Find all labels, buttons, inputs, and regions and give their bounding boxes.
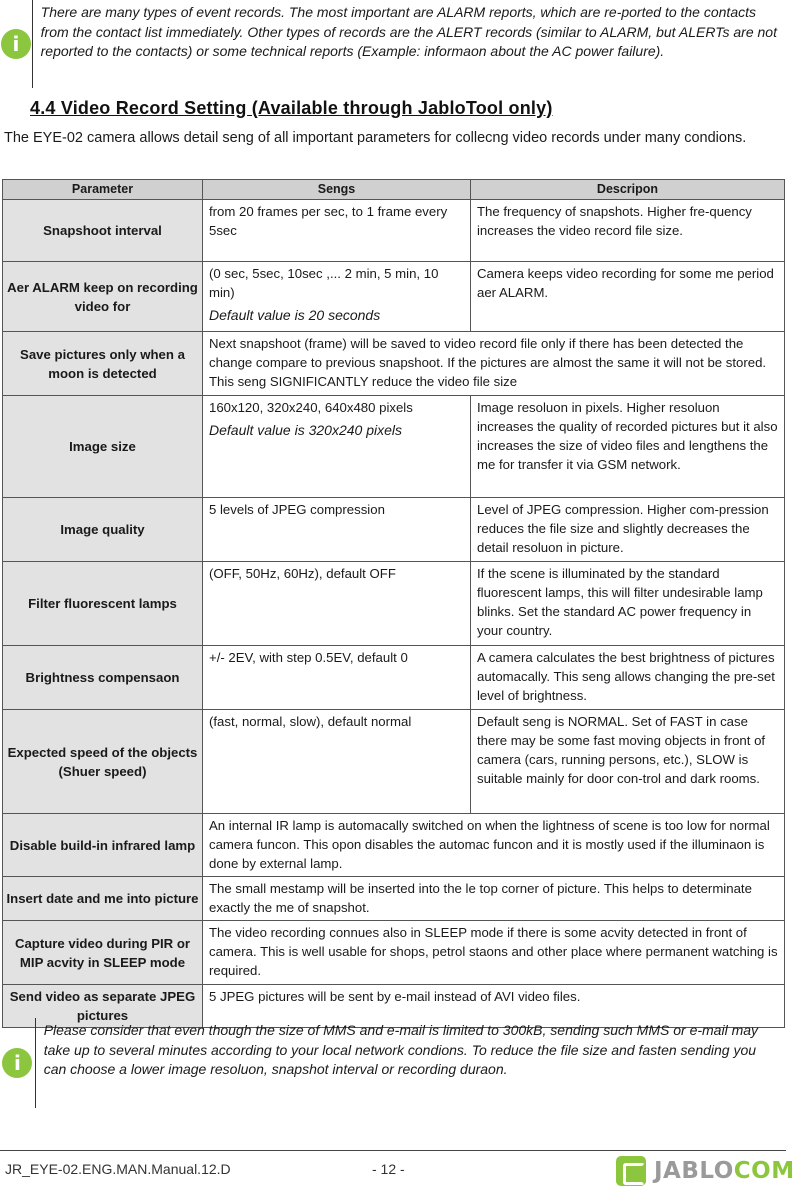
default-value: Default value is 320x240 pixels [209,422,403,438]
table-row [3,396,785,498]
param-name: Disable build-in infrared lamp [3,814,203,877]
footer-divider [0,1150,786,1151]
table-row [3,332,785,396]
param-name: Snapshoot interval [3,200,203,262]
param-description: The frequency of snapshots. Higher fre-quency increases the video record file size. [471,200,785,262]
param-merged-description: An internal IR lamp is automacally switched on when the lightness of scene is too low for normal camera funcon. This opon disables the automac funcon and it is mostly used if the illuminaon is done by external lamp. [203,814,785,877]
param-settings: from 20 frames per sec, to 1 frame every 5sec [203,200,471,262]
default-value: Default value is 20 seconds [209,307,381,323]
table-row [3,646,785,710]
header-parameter: Parameter [3,180,203,200]
param-description: A camera calculates the best brightness of pictures automacally. This seng allows changing the pre-set level of brightness. [471,646,785,710]
section-intro: The EYE-02 camera allows detail seng of all important parameters for collecng video records under many condions. [4,130,747,146]
table-row [3,498,785,562]
table-row [3,710,785,814]
bottom-note-text: Please consider that even though the size of MMS and e-mail is limited to 300kB, sending such MMS or e-mail may take up to several minutes according to your local network condions. To reduce the file size and fasten sending you can choose a lower image resoluon, snapshot interval or recording duraon. [43,1022,759,1077]
table-row [3,814,785,877]
param-description: If the scene is illuminated by the standard fluorescent lamps, this will filter undesirable lamp blinks. Set the standard AC power frequency in your country. [471,562,785,646]
param-settings [203,262,471,332]
param-settings: (OFF, 50Hz, 60Hz), default OFF [203,562,471,646]
param-merged-description: 5 JPEG pictures will be sent by e-mail instead of AVI video files. [203,985,785,1028]
parameters-table [2,179,785,1028]
param-name: Image size [3,396,203,498]
param-description: Camera keeps video recording for some me period aer ALARM. [471,262,785,332]
settings-text: 160x120, 320x240, 640x480 pixels [209,400,413,415]
header-description: Descripon [471,180,785,200]
bottom-note [0,1018,786,1108]
top-note-text: There are many types of event records. The most important are ALARM reports, which are re-ported to the contacts from the contact list immediately. Other types of records are the ALERT records (similar to ALARM, but ALERTs are not reported to the contacts) or some technical reports (Example: informaon about the AC power failure). [40,4,777,59]
table-header-row [3,180,785,200]
param-settings: 5 levels of JPEG compression [203,498,471,562]
param-settings: (fast, normal, slow), default normal [203,710,471,814]
section-title: 4.4 Video Record Setting (Available through JabloTool only) [30,98,553,118]
top-note [0,0,786,88]
param-name: Insert date and me into picture [3,877,203,921]
table-row [3,200,785,262]
logo-text-part1: JABLO [654,1158,734,1184]
param-name: Save pictures only when a moon is detected [3,332,203,396]
param-description: Image resoluon in pixels. Higher resoluon increases the quality of recorded pictures but it also increases the size of video files and lengthens the me for transfer it via GSM network. [471,396,785,498]
table-row [3,262,785,332]
param-name: Send video as separate JPEG pictures [3,985,203,1028]
page-number: - 12 - [372,1161,405,1177]
header-settings: Sengs [203,180,471,200]
jablocom-logo [616,1156,795,1186]
param-name: Aer ALARM keep on recording video for [3,262,203,332]
param-name: Expected speed of the objects (Shuer speed) [3,710,203,814]
jablocom-logo-icon [616,1156,646,1186]
param-description: Default seng is NORMAL. Set of FAST in case there may be some fast moving objects in front of camera (cars, running persons, etc.), SLOW is suitable mainly for door con-trol and dark rooms. [471,710,785,814]
param-name: Filter fluorescent lamps [3,562,203,646]
table-row [3,921,785,985]
param-settings: +/- 2EV, with step 0.5EV, default 0 [203,646,471,710]
table-row [3,562,785,646]
param-merged-description: The small mestamp will be inserted into the le top corner of picture. This helps to determinate exactly the me of snapshot. [203,877,785,921]
info-icon: i [2,1048,32,1078]
param-name: Image quality [3,498,203,562]
settings-text: (0 sec, 5sec, 10sec ,... 2 min, 5 min, 10 min) [209,266,439,300]
table-row [3,877,785,921]
logo-text-part2: COM [733,1158,795,1184]
param-settings [203,396,471,498]
param-name: Brightness compensaon [3,646,203,710]
param-merged-description: Next snapshoot (frame) will be saved to video record file only if there has been detected the change compare to previous snapshoot. If the pictures are almost the same it will not be stored. This seng SIGNIFICANTLY reduce the video file size [203,332,785,396]
param-description: Level of JPEG compression. Higher com-pression reduces the file size and slightly decreases the detail resoluon in picture. [471,498,785,562]
document-id: JR_EYE-02.ENG.MAN.Manual.12.D [5,1161,231,1177]
param-merged-description: The video recording connues also in SLEEP mode if there is some acvity detected in front of camera. This is well usable for shops, petrol staons and other place where permanent watching is required. [203,921,785,985]
param-name: Capture video during PIR or MIP acvity in SLEEP mode [3,921,203,985]
info-icon: i [1,29,31,59]
